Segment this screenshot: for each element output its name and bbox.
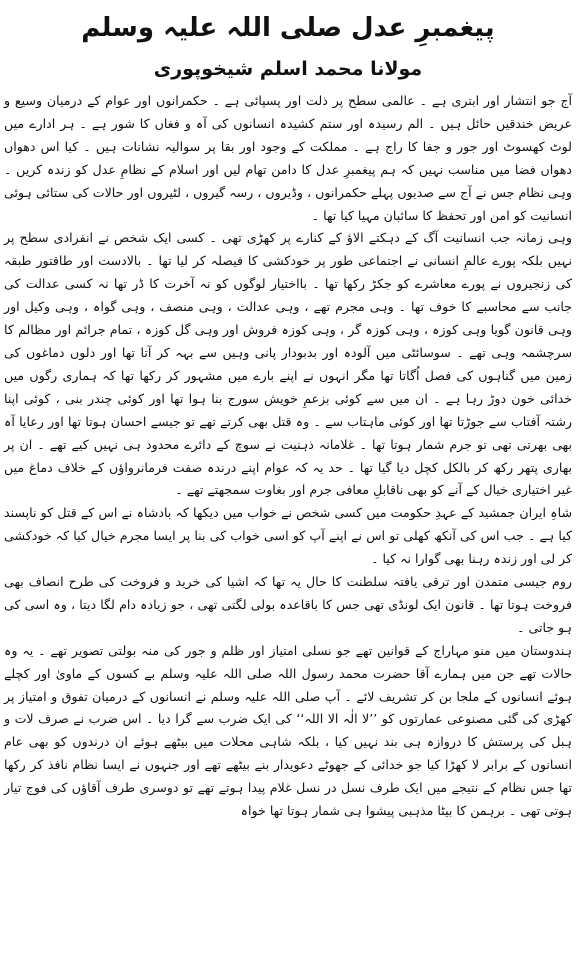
paragraph: روم جیسی متمدن اور ترقی یافتہ سلطنت کا حال یہ تھا کہ اشیا کی خرید و فروخت کی طرح انصاف بھی فروخت ہوتا تھا ۔ قانون ایک لونڈی تھی جس کا باقاعدہ بولی لگتی تھی ، جو زیادہ دام لگا دیتا ، وہ اسی کی ہو جاتی ۔ — [4, 574, 572, 635]
paragraph: آج جو انتشار اور ابتری ہے ۔ عالمی سطح پر ذلت اور پسپائی ہے ۔ حکمرانوں اور عوام کے درمیان وسیع و عریض خندقیں حائل ہیں ۔ الم رسیدہ اور ستم کشیدہ انسانوں کی آہ و فغاں کا شور ہے ۔ ہر ادارے میں لوٹ کھسوٹ اور جور و جفا کا راج ہے ۔ مملکت کے وجود اور بقا پر سوالیہ نشانات ہیں ۔ کیا اس دھواں دھواں فضا میں مناسب نہیں کہ ہم پیغمبرِ عدل کا دامن تھام لیں اور اسلام کے نظامِ عدل کو زندہ کریں ۔ وہی نظام جس نے آج سے صدیوں پہلے حکمرانوں ، وڈیروں ، رسہ گیروں ، لٹیروں اور حالات کی ستائی ہوئی انسانیت کو امن اور تحفظ کا سائبان مہیا کیا تھا ۔ — [4, 93, 572, 223]
paragraph: وہی زمانہ جب انسانیت آگ کے دہکتے الاؤ کے کنارے پر کھڑی تھی ۔ کسی ایک شخص نے انفرادی سطح پر نہیں بلکہ پورے عالمِ انسانی نے اجتماعی طور پر خودکشی کا فیصلہ کر لیا تھا ۔ بالادست اور طاقتور طبقہ کی زنجیروں نے پورے معاشرے کو جکڑ رکھا تھا ۔ بااختیار لوگوں کو نہ آخرت کا ڈر تھا نہ کسی عدالت کی جانب سے محاسبے کا خوف تھا ۔ وہی مجرم تھے ، وہی عدالت ، وہی منصف ، وہی گواہ ، وہی وکیل اور وہی قانون گویا وہی کوزہ ، وہی کوزہ گر ، وہی کوزہ فروش اور وہی گل کوزہ ، تمام جرائم اور مظالم کا سرچشمہ وہی تھے ۔ سوسائٹی میں آلودہ اور بدبودار پانی وہیں سے بہہ کر آتا تھا اور دلوں دماغوں کی زمین میں گناہوں کی فصل اُگاتا تھا مگر انہوں نے اپنے بارے میں مشہور کر رکھا تھا کہ ہماری رگوں میں خدائی خون دوڑ رہا ہے ۔ ان میں سے کوئی بزعمِ خویش سورج بنا ہوا تھا اور کوئی چندر بنی ، کوئی اپنا رشتہ آفتاب سے جوڑتا تھا اور کوئی ماہتاب سے ۔ وہ قتل بھی کرتے تھے تو جیسے احسان ہوتا تھا اور رعایا آہ بھی بھرتی تھی تو جرم شمار ہوتا تھا ۔ غلامانہ ذہنیت نے سوچ کے دائرے محدود ہی نہیں کیے تھے ۔ ان پر بھاری پتھر رکھ کر بالکل کچل دیا گیا تھا ۔ حد یہ کہ عوام اپنے درندہ صفت فرمانرواؤں کے خلاف دماغ میں غیر اختیاری خیال کے آنے کو بھی ناقابلِ معافی جرم اور بغاوت سمجھتے تھے ۔ — [4, 230, 572, 498]
author-byline: مولانا محمد اسلم شیخوپوری — [153, 58, 423, 80]
paragraph: ہندوستان میں منو مہاراج کے قوانین تھے جو نسلی امتیاز اور ظلم و جور کی منہ بولتی تصویر تھے ۔ یہ وہ حالات تھے جن میں ہمارے آقا حضرت محمد رسول اللہ صلی اللہ علیہ وسلم بے کسوں کے ماویٰ اور کچلے ہوئے انسانوں کے ملجا بن کر تشریف لائے ۔ آپ صلی اللہ علیہ وسلم نے انسانوں کے درمیان تفوق و امتیاز پر کھڑی کی گئی مصنوعی عمارتوں کو ’’لا الٰہ الا اللہ‘‘ کی ایک ضرب سے گرا دیا ۔ اس ضرب نے صرف لات و ہبل کی پرستش کا دروازہ ہی بند نہیں کیا ، بلکہ شاہی محلات میں بیٹھے ہوئے ان درندوں کو بھی عام انسانوں کے برابر لا کھڑا کیا جو خدائی کے جھوٹے دعویدار بنے بیٹھے تھے اور جنہوں نے ایسا نظام نافذ کر رکھا تھا جس نظام کے نتیجے میں ایک طرف نسل در نسل غلام پیدا ہوتے تھے تو دوسری طرف آقاؤں کی فوج تیار ہوتی تھی ۔ برہمن کا بیٹا مذہبی پیشوا ہی شمار ہوتا تھا خواہ — [4, 642, 572, 819]
article-title: پیغمبرِ عدل صلی اللہ علیہ وسلم — [81, 13, 495, 43]
paragraph: شاہِ ایران جمشید کے عہدِ حکومت میں کسی شخص نے خواب میں دیکھا کہ بادشاہ نے اس کے قتل کو ناپسند کیا ہے ۔ جب اس کی آنکھ کھلی تو اس نے اپنے آپ کو اسی خواب کی بنا پر ایسا مجرم خیال کیا کہ خودکشی کر لی اور زندہ رہنا بھی گوارا نہ کیا ۔ — [4, 505, 572, 567]
article-body — [4, 90, 572, 823]
